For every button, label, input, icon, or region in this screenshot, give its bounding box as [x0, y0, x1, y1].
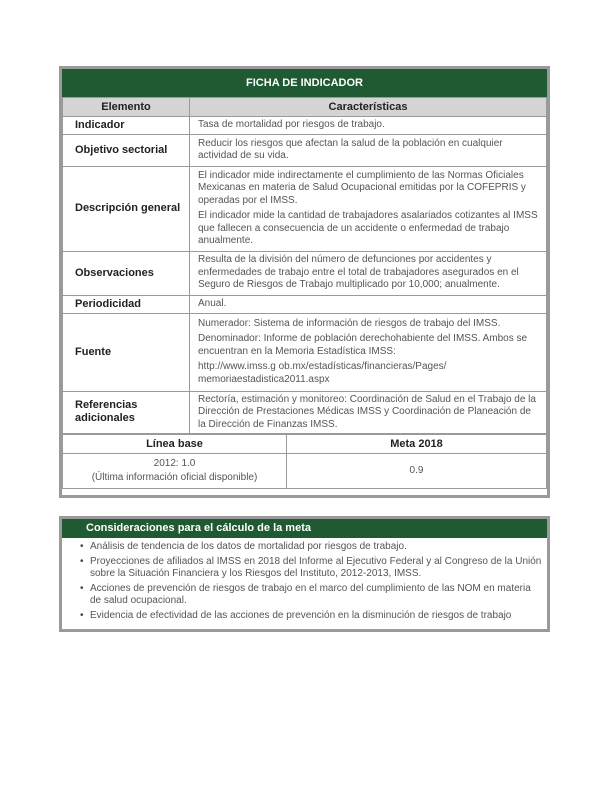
- list-item-text: Proyecciones de afiliados al IMSS en 2018 del Informe al Ejecutivo Federal y al Congreso de la Unión sobre la Situación Financiera y los Riesgos del Instituto, 2012-2013, IMSS.: [90, 555, 542, 579]
- row-value: [190, 251, 547, 295]
- row-paragraph: El indicador mide indirectamente el cumplimiento de las Normas Oficiales Mexicanas en materia de Salud Ocupacional emitidas por la COFEPRIS y operadas por el IMSS.: [198, 169, 526, 206]
- row-paragraph: Denominador: Informe de población derechohabiente del IMSS. Ambos se encuentran en la Memoria Estadística IMSS:: [198, 333, 528, 357]
- row-value: [190, 166, 547, 251]
- indicator-sheet: [59, 66, 550, 498]
- linea-base-value: 2012: 1.0: [153, 458, 196, 469]
- row-label: Periodicidad: [63, 295, 190, 313]
- table-row: [63, 166, 547, 251]
- list-item-text: Evidencia de efectividad de las acciones de prevención en la disminución de riesgos de trabajo: [90, 609, 512, 621]
- table-row: [63, 313, 547, 391]
- list-item: [80, 556, 543, 581]
- considerations-box: [59, 516, 550, 632]
- table-row: [63, 117, 547, 135]
- list-item-text: Análisis de tendencia de los datos de mortalidad por riesgos de trabajo.: [90, 541, 407, 552]
- row-paragraph: Anual.: [198, 297, 227, 309]
- row-value: [190, 134, 547, 166]
- meta-header: Meta 2018: [287, 435, 547, 454]
- table-row: [63, 134, 547, 166]
- row-value: [190, 391, 547, 434]
- list-item: [80, 541, 543, 554]
- row-paragraph: Resulta de la división del número de defunciones por accidentes y enfermedades de trabajo entre el total de trabajadores asegurados en el Seguro de Riesgos de Trabajo multiplicado por 10,000; anualmente.: [198, 254, 519, 291]
- linea-base-cell: [63, 454, 287, 489]
- row-label: Fuente: [63, 313, 190, 391]
- list-item-text: Acciones de prevención de riesgos de trabajo en el marco del cumplimiento de las NOM en materia de salud ocupacional.: [90, 582, 531, 606]
- row-value: [190, 117, 547, 135]
- row-paragraph: Reducir los riesgos que afectan la salud de la población en cualquier actividad de su vida.: [198, 137, 503, 161]
- row-value: [190, 295, 547, 313]
- row-value: [190, 313, 547, 391]
- indicator-table: [62, 97, 547, 434]
- meta-value: 0.9: [287, 454, 547, 489]
- source-url: http://www.imss.g ob.mx/estadísticas/financieras/Pages/ memoriaestadistica2011.aspx: [198, 361, 447, 385]
- row-label: Observaciones: [63, 251, 190, 295]
- row-label: Descripción general: [63, 166, 190, 251]
- row-paragraph: Tasa de mortalidad por riesgos de trabajo.: [198, 119, 385, 130]
- bullet-icon: •: [80, 555, 84, 567]
- linea-base-note: (Última información oficial disponible): [91, 472, 258, 483]
- row-label: Objetivo sectorial: [63, 134, 190, 166]
- bullet-icon: •: [80, 541, 84, 552]
- row-label: Referencias adicionales: [63, 391, 190, 434]
- linea-base-header: Línea base: [63, 435, 287, 454]
- row-label: Indicador: [63, 117, 190, 135]
- considerations-list: [62, 541, 547, 622]
- row-paragraph: El indicador mide la cantidad de trabajadores asalariados cotizantes al IMSS que fallecen a consecuencia de un accidente o enfermedad de trabajo anualmente.: [198, 210, 538, 246]
- sheet-title: FICHA DE INDICADOR: [62, 69, 547, 97]
- row-paragraph: Numerador: Sistema de información de riesgos de trabajo del IMSS.: [198, 317, 501, 329]
- list-item: [80, 610, 543, 623]
- bullet-icon: •: [80, 582, 84, 594]
- bullet-icon: •: [80, 609, 84, 621]
- table-row: [63, 391, 547, 434]
- list-item: [80, 583, 543, 608]
- baseline-header-row: [63, 435, 547, 454]
- considerations-title: Consideraciones para el cálculo de la meta: [62, 519, 547, 538]
- table-row: [63, 251, 547, 295]
- baseline-table: [62, 434, 547, 489]
- baseline-value-row: [63, 454, 547, 489]
- row-paragraph: Rectoría, estimación y monitoreo: Coordinación de Salud en el Trabajo de la Dirección de Prestaciones Médicas IMSS y Coordinación de Planeación de la Dirección de Finanzas IMSS.: [198, 393, 536, 430]
- column-header-caracteristicas: Características: [190, 98, 547, 117]
- column-header-elemento: Elemento: [63, 98, 190, 117]
- table-header-row: [63, 98, 547, 117]
- table-row: [63, 295, 547, 313]
